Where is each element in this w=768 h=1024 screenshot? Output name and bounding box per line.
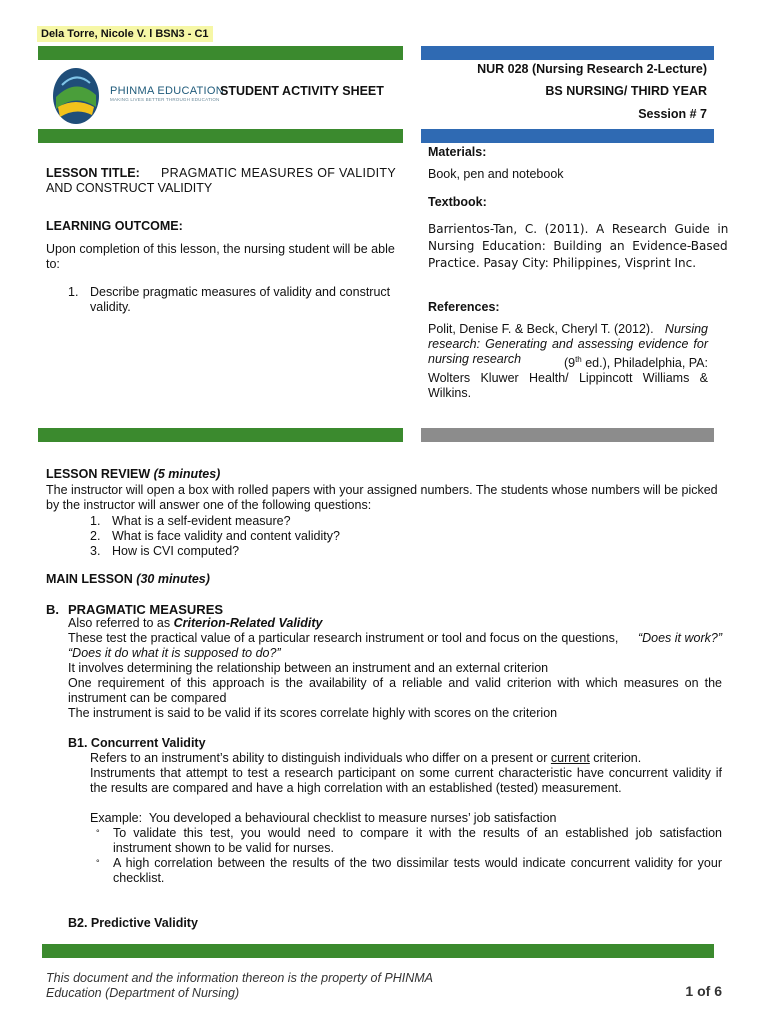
ref-title-b: research: Generating and assessing evidence for [428,337,708,351]
footer-line1: This document and the information thereon is the property of PHINMA [46,971,433,985]
p1-question1: “Does it work?” [637,631,722,645]
section-b-label: B. [46,602,59,617]
bullet-icon: ° [96,828,100,838]
section-b-title: PRAGMATIC MEASURES [68,602,224,617]
section-b-heading [46,602,223,617]
main-heading: MAIN LESSON [46,572,133,586]
textbook-citation [428,221,729,272]
question-number: 3. [90,544,101,558]
ref-edition-sup: th [575,355,582,364]
mid-right-blue-bar [421,129,714,143]
main-time: (30 minutes) [136,572,210,586]
aka-term: Criterion-Related Validity [173,616,323,630]
session-number: Session # 7 [638,107,707,121]
section-b-body [68,616,722,721]
p1-line1 [68,631,722,646]
page-number: 1 of 6 [685,983,722,999]
outcome-intro-line1: Upon completion of this lesson, the nursing student will be able [46,242,395,256]
question-item [90,544,340,559]
lesson-title-label: LESSON TITLE: [46,166,140,180]
question-number: 1. [90,514,101,528]
learning-outcome-heading: LEARNING OUTCOME: [46,219,183,233]
bullet2-line2: checklist. [113,871,165,885]
ref-edition-pre: (9 [563,356,576,371]
lesson-title-line2: AND CONSTRUCT VALIDITY [46,181,213,195]
materials-label: Materials: [428,145,487,159]
bullet-item-2 [96,856,722,886]
ref-author: Polit, Denise F. & Beck, Cheryl T. (2012). [428,322,654,336]
example-line: Example: You developed a behavioural checklist to measure nurses’ job satisfaction [90,811,557,825]
outcome-intro-line2: to: [46,257,60,271]
p3-line1: One requirement of this approach is the availability of a reliable and valid criterion with which measures on the [68,676,722,690]
textbook-line3: Practice. Pasay City: Philippines, Visprint Inc. [428,256,697,270]
p3-line2: instrument can be compared [68,691,227,705]
top-right-blue-bar [421,46,714,60]
b1-body [90,751,722,826]
bullet2-line1: A high correlation between the results of the two dissimilar tests would indicate concurrent validity for your [113,856,722,870]
lower-right-gray-bar [421,428,714,442]
sheet-title: STUDENT ACTIVITY SHEET [220,84,384,98]
footer-line2: Education (Department of Nursing) [46,986,240,1000]
question-item [90,529,340,544]
bullet1-line1: To validate this test, you would need to compare it with the results of an established job satisfaction [113,826,722,840]
ref-line4: Wolters Kluwer Health/ Lippincott Williams & [428,371,708,386]
ref-title-c: nursing research [428,352,522,366]
review-time: (5 minutes) [153,467,221,481]
program-year: BS NURSING/ THIRD YEAR [545,84,707,98]
lower-left-green-bar [38,428,403,442]
mid-left-green-bar [38,129,403,143]
b1-p1-post: criterion. [593,751,642,765]
textbook-label: Textbook: [428,195,487,209]
materials-value: Book, pen and notebook [428,167,564,181]
outcome-item-line2: validity. [90,300,131,314]
review-text [46,483,726,513]
review-text-line2: by the instructor will answer one of the following questions: [46,498,372,512]
question-text: What is a self-evident measure? [112,514,291,528]
reference-citation [428,322,708,401]
phinma-logo-icon [52,67,100,125]
review-questions [90,514,340,559]
textbook-line1: Barrientos-Tan, C. (2011). A Research Guide in [428,222,729,236]
top-left-green-bar [38,46,403,60]
b1-p1-underlined: current [550,751,590,765]
bullet-icon: ° [96,858,100,868]
ref-title-a: Nursing [664,322,708,336]
p1-text: These test the practical value of a particular research instrument or tool and focus on the questions, [68,631,619,645]
b1-bullets [96,826,722,886]
b1-p2-line1: Instruments that attempt to test a research participant on some current characteristic have concurrent validity if [90,766,722,780]
learning-outcome-intro [46,242,398,272]
course-code: NUR 028 (Nursing Research 2-Lecture) [477,62,707,76]
question-text: How is CVI computed? [112,544,240,558]
review-text-line1: The instructor will open a box with rolled papers with your assigned numbers. The students whose numbers will be picked [46,483,718,497]
lesson-review-heading [46,467,220,482]
aka-line [68,616,722,631]
textbook-line2: Nursing Education: Building an Evidence-Based [428,239,728,253]
p1-question2: “Does it do what it is supposed to do?” [68,646,281,660]
logo-name: PHINMA EDUCATION [110,85,224,97]
footer-notice [46,971,433,1001]
learning-outcome-item [68,285,398,315]
ref-line5: Wilkins. [428,386,472,401]
question-text: What is face validity and content validity? [112,529,340,543]
lesson-title-line1: PRAGMATIC MEASURES OF VALIDITY [161,166,396,180]
question-item [90,514,340,529]
footer-green-bar [42,944,714,958]
review-heading: LESSON REVIEW [46,467,151,481]
bullet1-line2: instrument shown to be valid for nurses. [113,841,334,855]
logo-tagline: MAKING LIVES BETTER THROUGH EDUCATION [110,97,220,102]
student-name-tag: Dela Torre, Nicole V. l BSN3 - C1 [37,26,213,42]
p4: The instrument is said to be valid if its scores correlate highly with scores on the criterion [68,706,558,720]
outcome-item-line1: Describe pragmatic measures of validity and construct [90,285,391,299]
b1-p2-line2: the results are compared and have a high correlation with an established (tested) measurement. [90,781,622,795]
b1-heading: B1. Concurrent Validity [68,736,206,750]
aka-pre: Also referred to as [68,616,171,630]
ref-edition-post: ed.), Philadelphia, PA: [585,356,708,371]
references-label: References: [428,300,500,314]
question-number: 2. [90,529,101,543]
b1-p1-pre: Refers to an instrument’s ability to distinguish individuals who differ on a present or [90,751,548,765]
lesson-title [46,166,396,196]
p2: It involves determining the relationship between an instrument and an external criterion [68,661,549,675]
b2-heading: B2. Predictive Validity [68,916,198,930]
outcome-item-number: 1. [68,285,79,299]
b1-p1 [90,751,722,766]
main-lesson-heading [46,572,210,587]
bullet-item-1 [96,826,722,856]
